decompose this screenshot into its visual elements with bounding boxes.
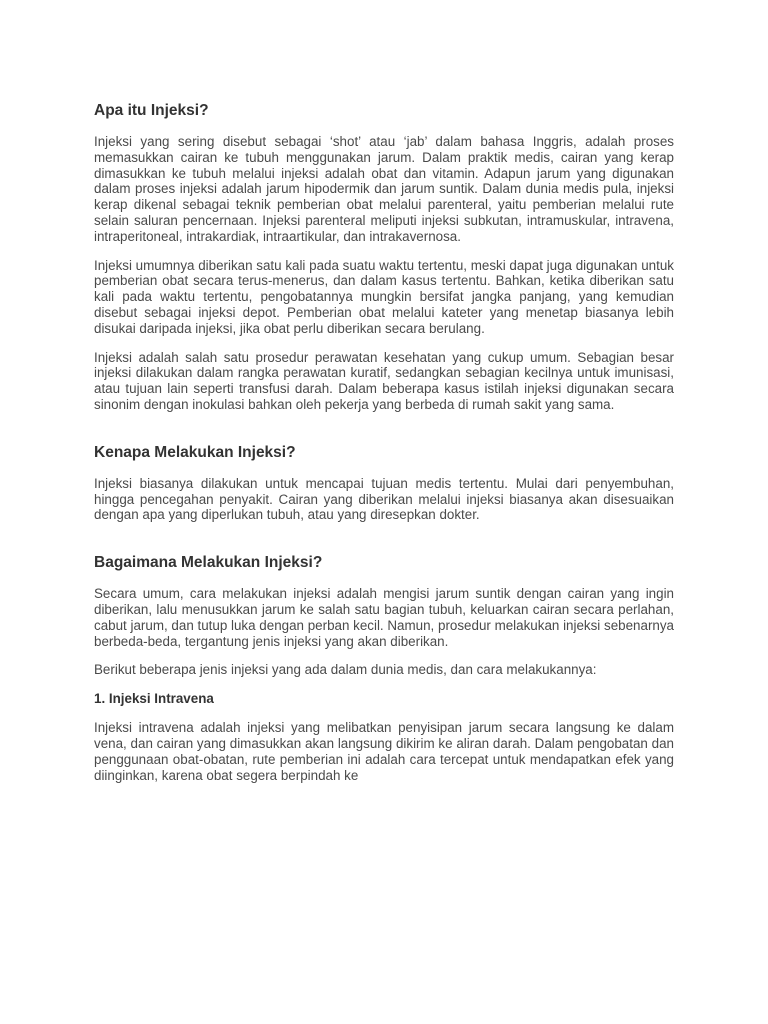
paragraph: Injeksi biasanya dilakukan untuk mencapai tujuan medis tertentu. Mulai dari penyembuhan, hingga pencegahan penyakit. Cairan yang diberikan melalui injeksi biasanya akan disesuaikan dengan apa yang diperlukan tubuh, atau yang diresepkan dokter. — [94, 475, 674, 523]
paragraph: Injeksi adalah salah satu prosedur perawatan kesehatan yang cukup umum. Sebagian besar injeksi dilakukan dalam rangka perawatan kuratif, sedangkan sebagian kecilnya untuk imunisasi, atau tujuan lain seperti transfusi darah. Dalam beberapa kasus istilah injeksi digunakan secara sinonim dengan inokulasi bahkan oleh pekerja yang berbeda di rumah sakit yang sama. — [94, 349, 674, 412]
document-page — [94, 101, 674, 783]
paragraph: Injeksi yang sering disebut sebagai ‘shot’ atau ‘jab’ dalam bahasa Inggris, adalah proses memasukkan cairan ke tubuh menggunakan jarum. Dalam praktik medis, cairan yang kerap dimasukkan ke tubuh melalui injeksi adalah obat dan vitamin. Adapun jarum yang digunakan dalam proses injeksi adalah jarum hipodermik dan jarum suntik. Dalam dunia medis pula, injeksi kerap dikenal sebagai teknik pemberian obat melalui parenteral, yaitu pemberian melalui rute selain saluran pencernaan. Injeksi parenteral meliputi injeksi subkutan, intramuskular, intravena, intraperitoneal, intrakardiak, intraartikular, dan intrakavernosa. — [94, 134, 674, 244]
section-heading-kenapa-melakukan-injeksi: Kenapa Melakukan Injeksi? — [94, 443, 296, 461]
paragraph: Injeksi umumnya diberikan satu kali pada suatu waktu tertentu, meski dapat juga digunakan untuk pemberian obat secara terus-menerus, dan dalam kasus tertentu. Bahkan, ketika diberikan satu kali pada waktu tertentu, pengobatannya mungkin bersifat jangka panjang, yang kemudian disebut sebagai injeksi depot. Pemberian obat melalui kateter yang menetap biasanya lebih disukai daripada injeksi, jika obat perlu diberikan secara berulang. — [94, 257, 674, 336]
paragraph: Berikut beberapa jenis injeksi yang ada dalam dunia medis, dan cara melakukannya: — [94, 662, 597, 678]
subsection-heading-injeksi-intravena: 1. Injeksi Intravena — [94, 691, 214, 707]
section-heading-bagaimana-melakukan-injeksi: Bagaimana Melakukan Injeksi? — [94, 554, 323, 572]
paragraph: Secara umum, cara melakukan injeksi adalah mengisi jarum suntik dengan cairan yang ingin diberikan, lalu menusukkan jarum ke salah satu bagian tubuh, keluarkan cairan secara perlahan, cabut jarum, dan tutup luka dengan perban kecil. Namun, prosedur melakukan injeksi sebenarnya berbeda-beda, tergantung jenis injeksi yang akan diberikan. — [94, 586, 674, 649]
section-heading-apa-itu-injeksi: Apa itu Injeksi? — [94, 102, 209, 119]
paragraph: Injeksi intravena adalah injeksi yang melibatkan penyisipan jarum secara langsung ke dalam vena, dan cairan yang dimasukkan akan langsung dikirim ke aliran darah. Dalam pengobatan dan penggunaan obat-obatan, rute pemberian ini adalah cara tercepat untuk mendapatkan efek yang diinginkan, karena obat segera berpindah ke — [94, 720, 674, 783]
